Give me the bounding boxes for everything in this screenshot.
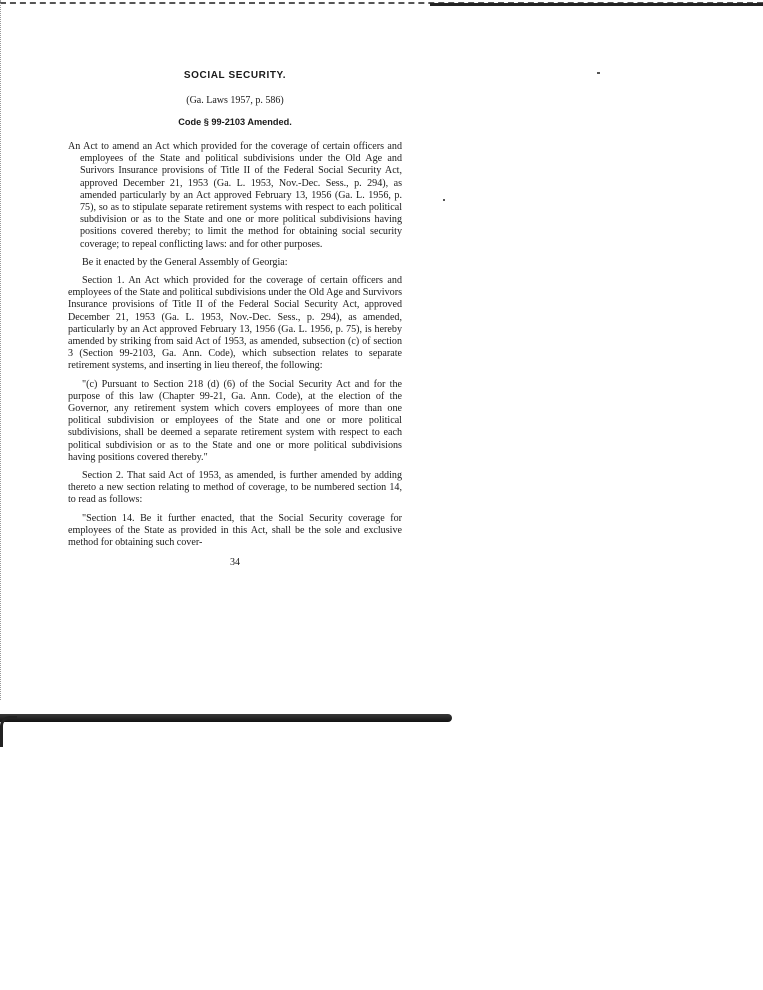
page-number: 34 <box>230 557 240 569</box>
section-1-paragraph: Section 1. An Act which provided for the coverage of certain officers and employees of the State and political subdivisions under the Old Age and Survivors Insurance provisions of Title II of the Federal Social Security Act, approved December 21, 1953 (Ga. L. 1953, Nov.-Dec. Sess., p. 294), as amended, particularly by an Act approved February 13, 1956 (Ga. L. 1956, p. 75), is hereby amended by striking from said Act of 1953, as amended, subsection (c) of section 3 (Section 99-2103, Ga. Ann. Code), which subsection relates to separate retirement systems, and inserting in lieu thereof, the following: <box>68 275 402 372</box>
section-2-paragraph: Section 2. That said Act of 1953, as amended, is further amended by adding thereto a new section relating to method of coverage, to be numbered section 14, to read as follows: <box>68 470 402 506</box>
page-heading: SOCIAL SECURITY. <box>183 70 287 81</box>
section-14-paragraph: "Section 14. Be it further enacted, that the Social Security coverage for employees of the State as provided in this Act, shall be the sole and exclusive method for obtaining such cover- <box>68 512 402 549</box>
scan-speck <box>443 199 445 201</box>
code-section-heading: Code § 99-2103 Amended. <box>178 117 292 127</box>
document-page <box>68 60 402 568</box>
scan-top-border-solid <box>430 3 763 6</box>
scan-corner-curl <box>0 716 17 747</box>
enacting-clause: Be it enacted by the General Assembly of Georgia: <box>82 256 288 268</box>
scan-bottom-border <box>0 714 452 722</box>
law-citation: (Ga. Laws 1957, p. 586) <box>186 95 284 106</box>
act-title-paragraph: An Act to amend an Act which provided for the coverage of certain officers and employees of the State and political subdivisions under the Old Age and Surivors Insurance provisions of Title II of the Federal Social Security Act, approved December 21, 1953 (Ga. L. 1953, Nov.-Dec. Sess., p. 294), as amended particularly by an Act approved February 13, 1956 (Ga. L. 1956, p. 75), so as to stipulate separate retirement systems with respect to each political subdivision or as to the State and one or more political subdivisions having positions covered thereby; to limit the method for obtaining social security coverage; to repeal conflicting laws: and for other purposes. <box>68 141 402 250</box>
scan-left-edge <box>0 0 3 700</box>
subsection-c-paragraph: "(c) Pursuant to Section 218 (d) (6) of the Social Security Act and for the purpose of this law (Chapter 99-21, Ga. Ann. Code), at the election of the Governor, any retirement system which covers employees of more than one political subdivision or employees of the State and one or more political subdivisions, shall be deemed a separate retirement system with respect to each political subdivision or as to the State and one or more political subdivisions having positions covered thereby." <box>68 378 402 463</box>
scan-speck <box>597 72 600 74</box>
